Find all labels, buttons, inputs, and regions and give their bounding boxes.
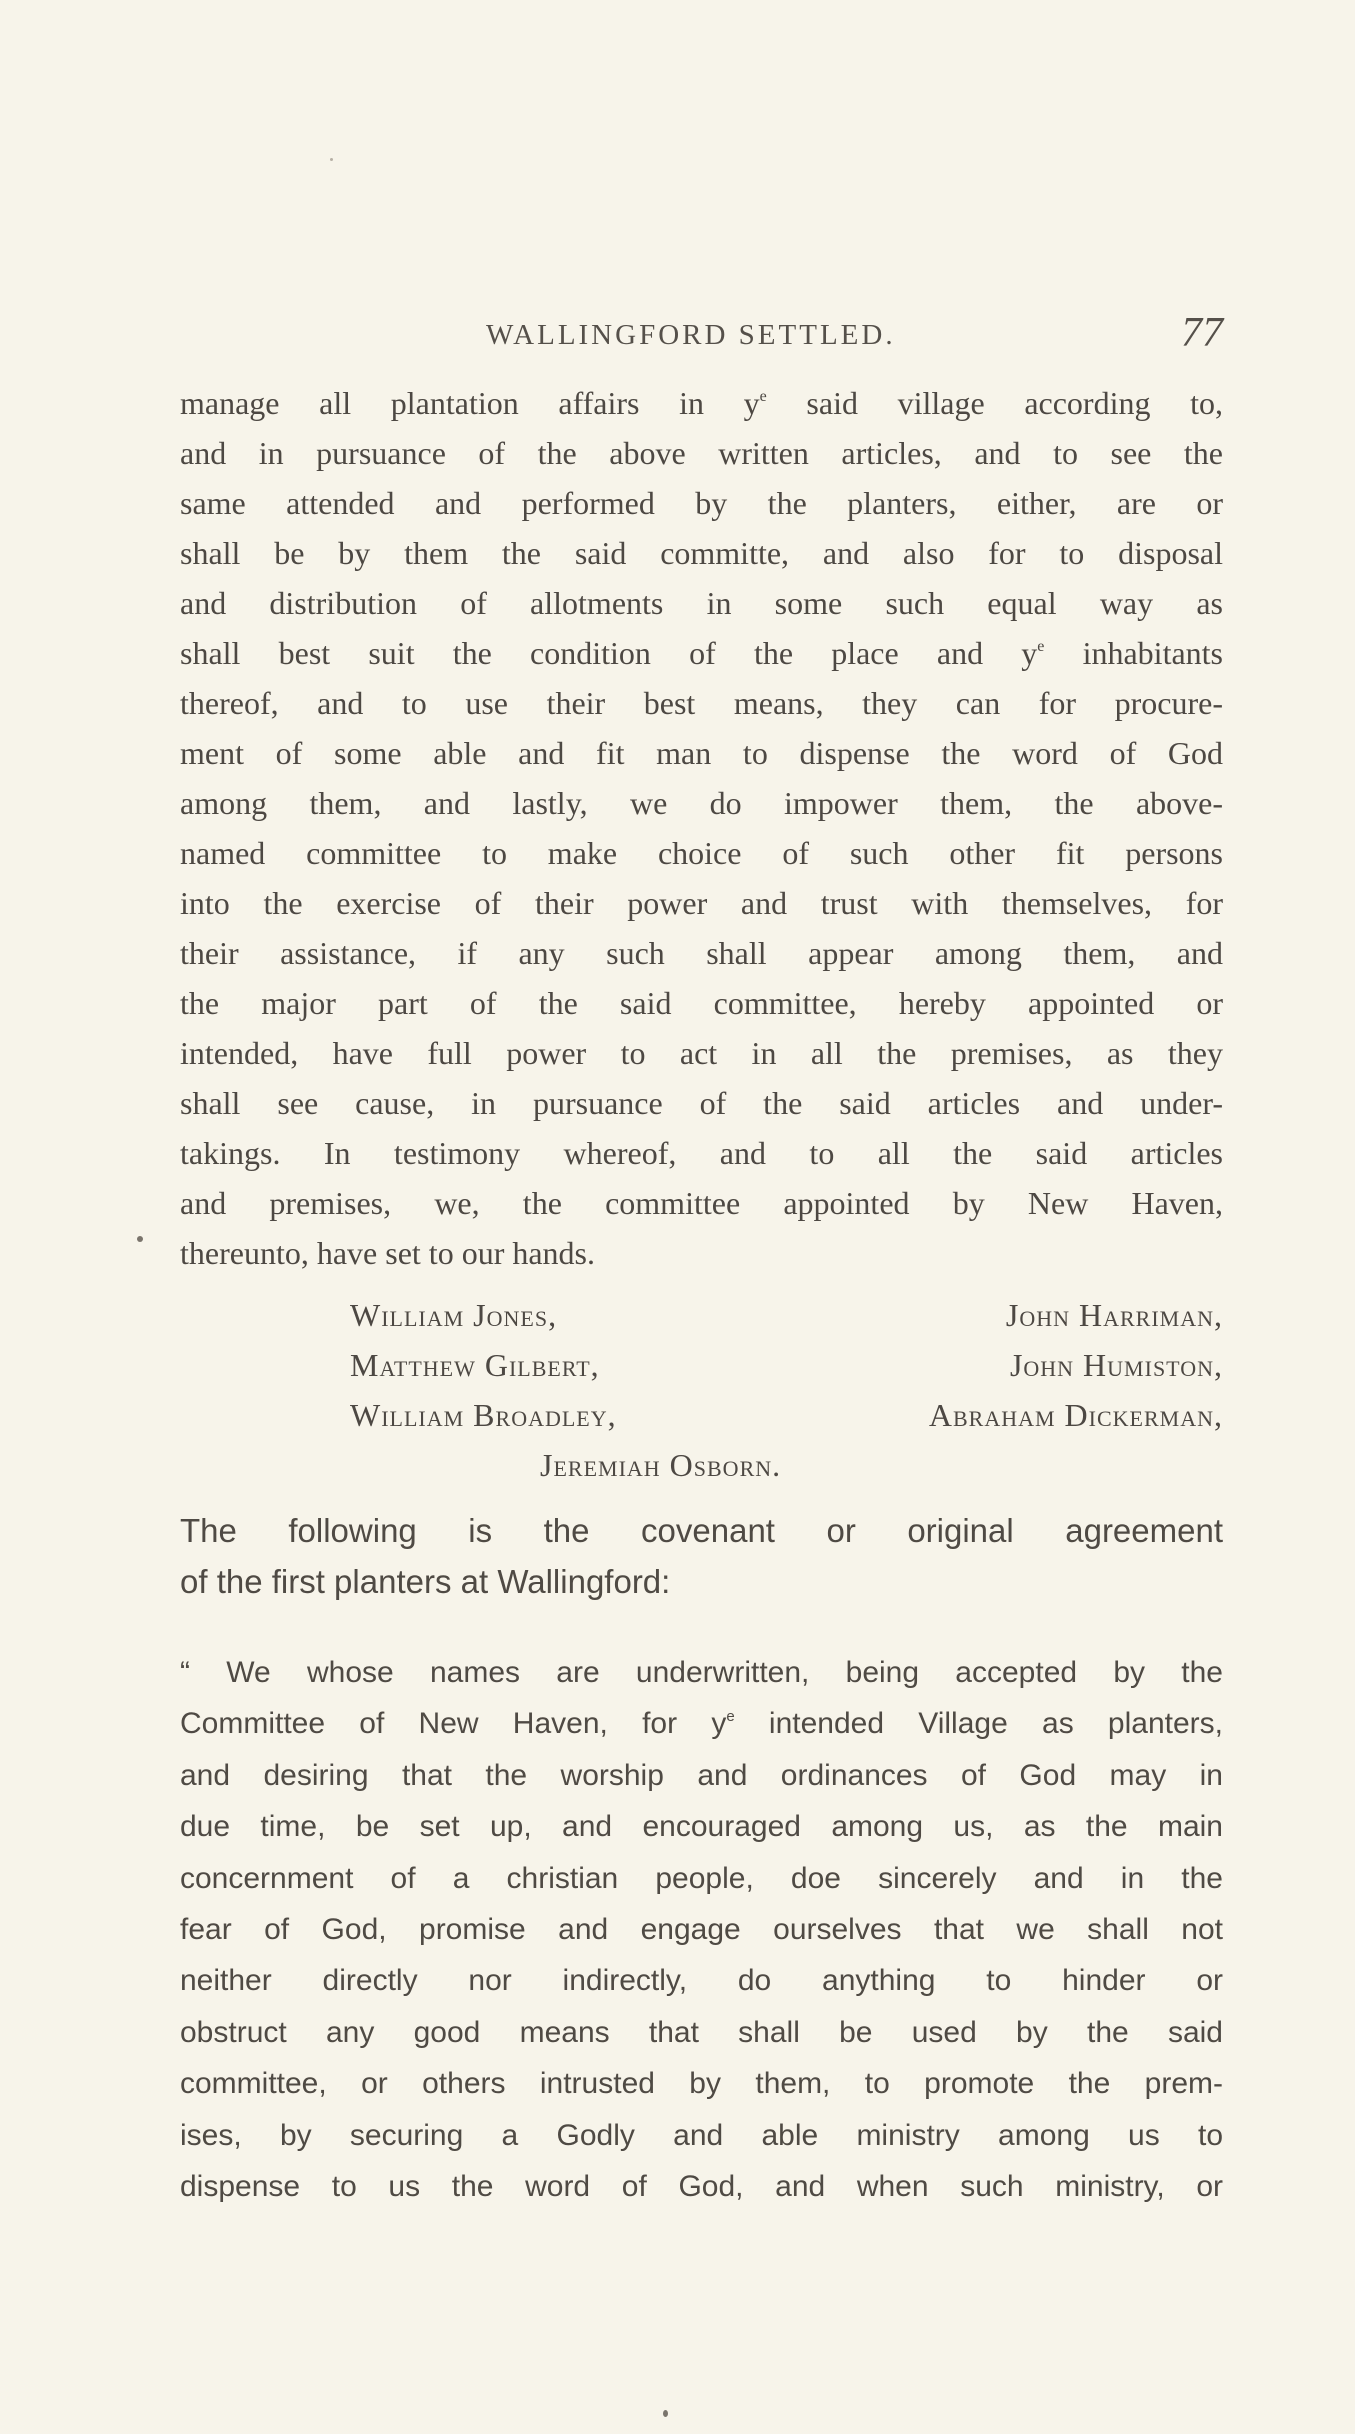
committee-paragraph — [180, 378, 1223, 1278]
text-line: the major part of the said committee, hereby appointed or — [180, 985, 1223, 1021]
text-line: and distribution of allotments in some such equal way as — [180, 585, 1223, 621]
text-line: same attended and performed by the planters, either, are or — [180, 485, 1223, 521]
text-line: named committee to make choice of such other fit persons — [180, 835, 1223, 871]
signature-row — [180, 1440, 1223, 1490]
signature-name: Abraham Dickerman, — [928, 1397, 1223, 1433]
page-number: 77 — [1181, 310, 1223, 356]
text-line: thereof, and to use their best means, they can for procure- — [180, 685, 1223, 721]
text-line: and desiring that the worship and ordinances of God may in — [180, 1758, 1223, 1792]
text-line: “ We whose names are underwritten, being accepted by the — [180, 1656, 1223, 1689]
ink-speck — [330, 158, 333, 161]
text-line: Committee of New Haven, for $y^e$ intended Village as planters, — [180, 1707, 1223, 1741]
text-line: dispense to us the word of God, and when such ministry, or — [180, 2169, 1223, 2203]
text-line: their assistance, if any such shall appear among them, and — [180, 935, 1223, 971]
signature-name: Jeremiah Osborn. — [540, 1447, 782, 1483]
text-line: ises, by securing a Godly and able ministry among us to — [180, 2118, 1223, 2152]
text-line: among them, and lastly, we do impower them, the above- — [180, 785, 1223, 821]
signature-row — [180, 1340, 1223, 1390]
text-line: and in pursuance of the above written articles, and to see the — [180, 435, 1223, 471]
signature-row — [180, 1290, 1223, 1340]
text-line: due time, be set up, and encouraged among us, as the main — [180, 1810, 1223, 1844]
text-line: of the first planters at Wallingford: — [180, 1563, 671, 1600]
text-line: shall see cause, in pursuance of the said articles and under- — [180, 1085, 1223, 1121]
signature-name: William Broadley, — [350, 1397, 617, 1433]
text-line: obstruct any good means that shall be used by the said — [180, 2015, 1223, 2049]
signatures-block — [180, 1290, 1223, 1490]
text-line: takings. In testimony whereof, and to all the said articles — [180, 1135, 1223, 1171]
signature-name: John Harriman, — [1005, 1297, 1223, 1333]
running-title: WALLINGFORD SETTLED. — [486, 319, 896, 351]
text-line: manage all plantation affairs in $y^e$ said village according to, — [180, 385, 1224, 421]
text-line: into the exercise of their power and trust with themselves, for — [180, 885, 1223, 921]
text-line: The following is the covenant or original agreement — [180, 1512, 1223, 1549]
text-line: shall best suit the condition of the place and $y^e$ inhabitants — [180, 635, 1224, 671]
signature-name: John Humiston, — [1009, 1347, 1223, 1383]
covenant-introduction — [180, 1505, 1223, 1607]
page-header — [180, 310, 1223, 365]
text-line: committee, or others intrusted by them, to promote the prem- — [180, 2067, 1223, 2101]
ink-speck — [663, 2410, 668, 2417]
ink-speck — [137, 1236, 143, 1242]
text-line: ment of some able and fit man to dispense the word of God — [180, 735, 1223, 771]
signature-name: William Jones, — [350, 1297, 558, 1333]
text-line: neither directly nor indirectly, do anything to hinder or — [180, 1964, 1223, 1998]
text-line: shall be by them the said committe, and also for to disposal — [180, 535, 1223, 571]
signature-row — [180, 1390, 1223, 1440]
text-line: concernment of a christian people, doe sincerely and in the — [180, 1861, 1223, 1895]
covenant-paragraph — [180, 1647, 1223, 2212]
text-line: fear of God, promise and engage ourselves that we shall not — [180, 1912, 1223, 1946]
text-line: thereunto, have set to our hands. — [180, 1235, 595, 1271]
text-line: intended, have full power to act in all the premises, as they — [180, 1035, 1223, 1071]
text-line: and premises, we, the committee appointed by New Haven, — [180, 1185, 1223, 1221]
signature-name: Matthew Gilbert, — [350, 1347, 600, 1383]
